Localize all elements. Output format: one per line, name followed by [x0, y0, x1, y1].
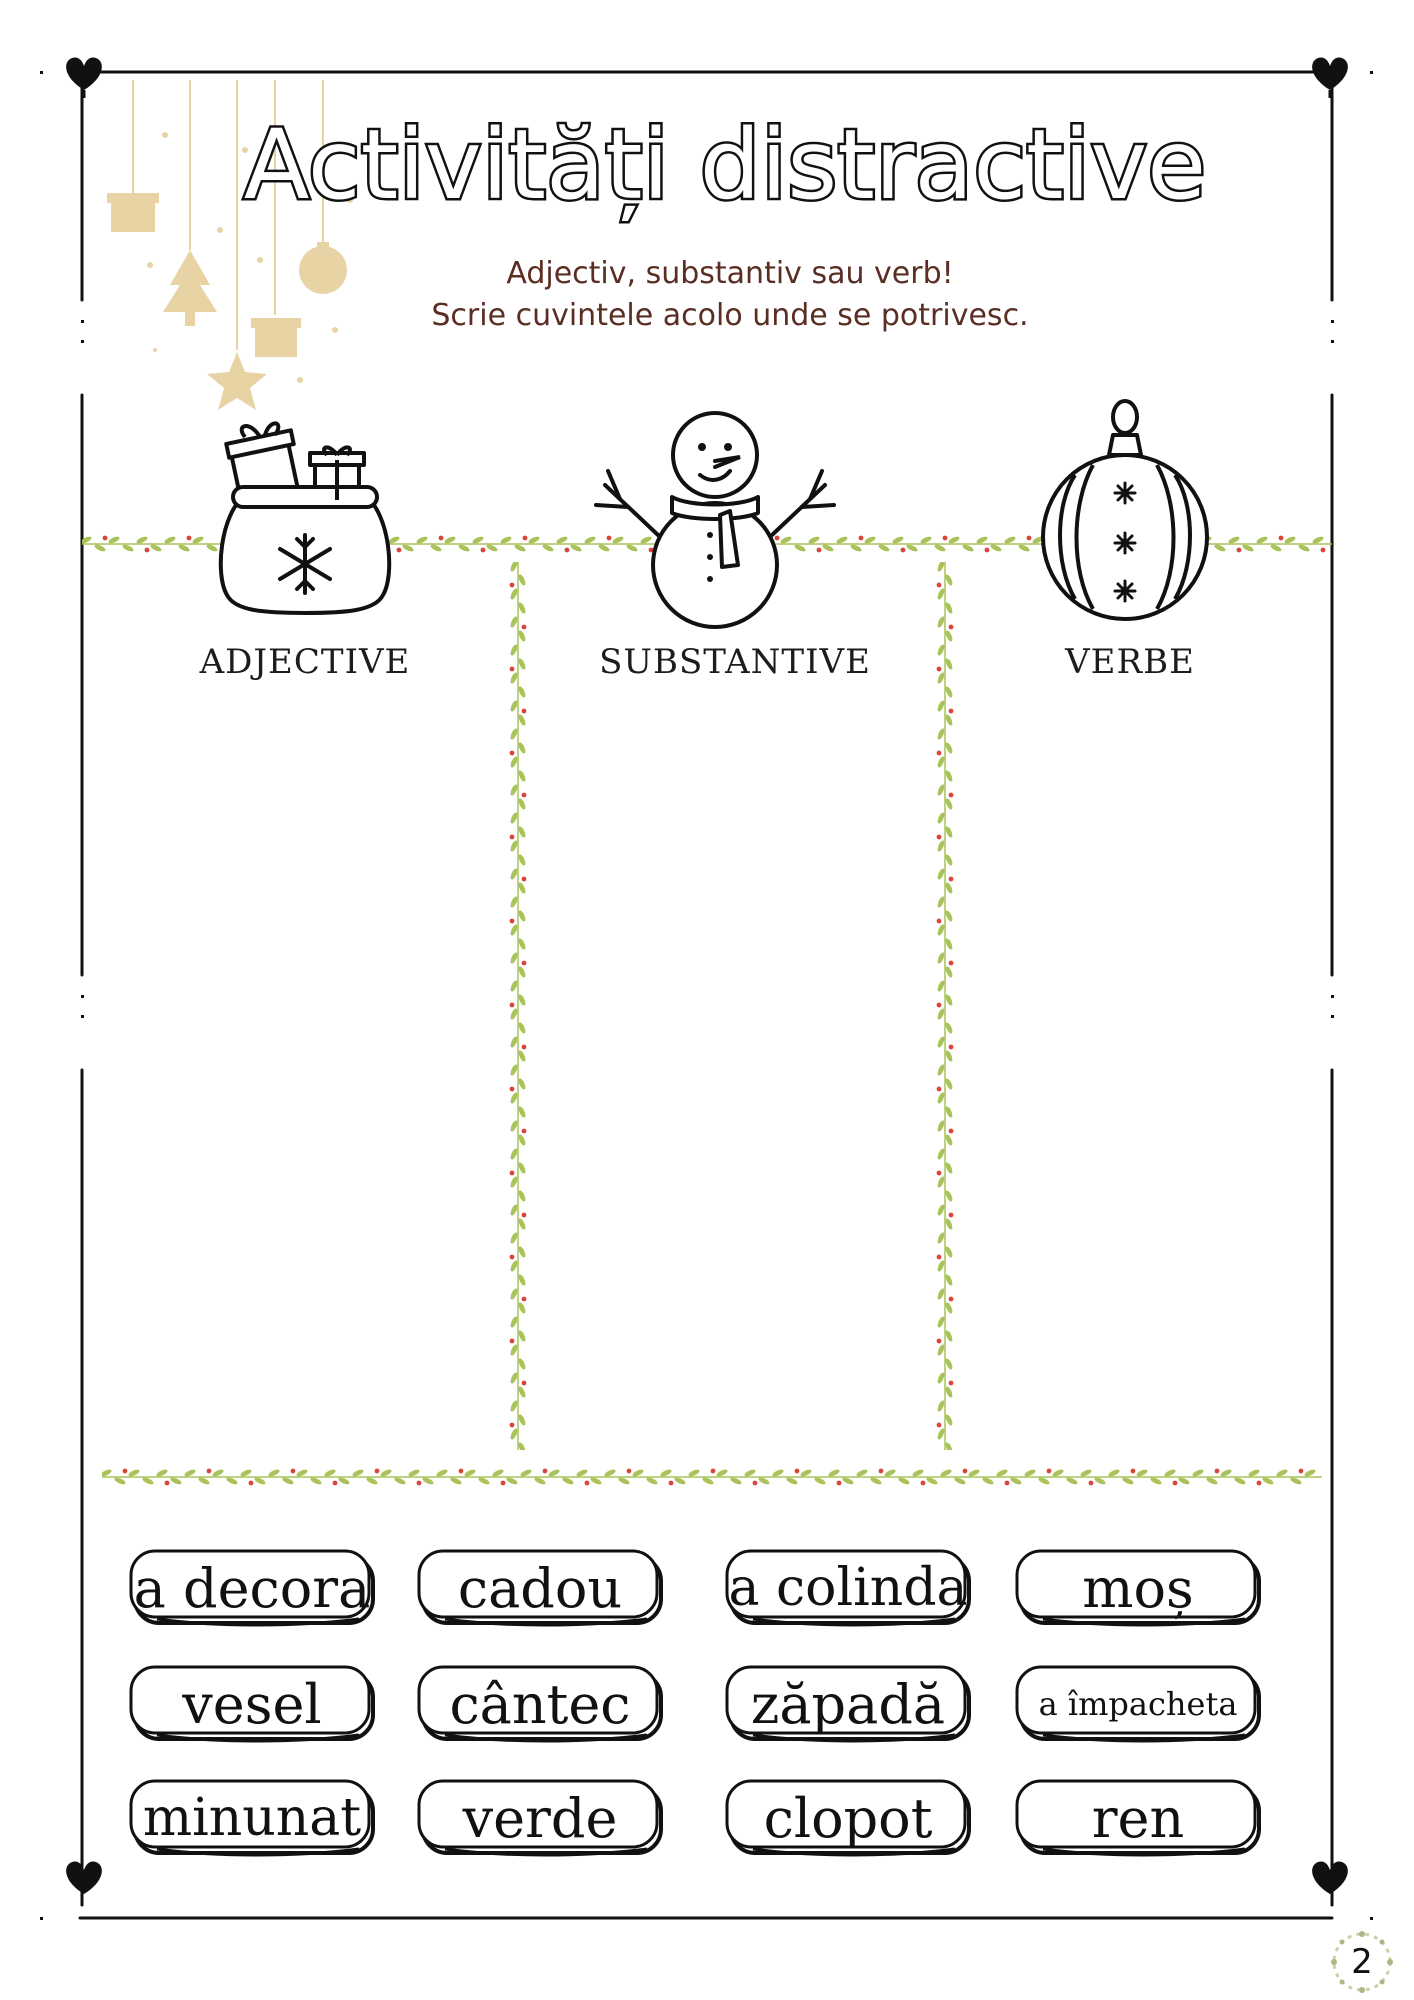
ornament-icon	[1035, 395, 1215, 635]
instruction-line-2: Scrie cuvintele acolo unde se potrivesc.	[431, 298, 1029, 333]
corner-heart-icon	[58, 1856, 110, 1902]
garland-divider-left	[506, 562, 530, 1450]
word-tag[interactable]: a colinda	[723, 1547, 973, 1629]
word-tag[interactable]: a decora	[127, 1547, 377, 1629]
word-tag[interactable]: clopot	[723, 1777, 973, 1859]
column-label-nouns: SUBSTANTIVE	[599, 642, 871, 682]
garland-divider-right	[933, 562, 957, 1450]
word-tag[interactable]: vesel	[127, 1663, 377, 1745]
page-number-badge	[1326, 1926, 1398, 1998]
instruction-line-1: Adjectiv, substantiv sau verb!	[506, 256, 954, 291]
word-tag[interactable]: moș	[1013, 1547, 1263, 1629]
word-tag[interactable]: minunat	[127, 1777, 377, 1859]
word-tag[interactable]: ren	[1013, 1777, 1263, 1859]
gift-sack-icon	[205, 415, 405, 625]
nouns-writing-area[interactable]	[540, 700, 925, 1450]
word-tag[interactable]: cadou	[415, 1547, 665, 1629]
column-label-verbs: VERBE	[1065, 642, 1195, 682]
word-tag[interactable]: cântec	[415, 1663, 665, 1745]
word-tag[interactable]: a împacheta	[1013, 1663, 1263, 1745]
word-tag[interactable]: verde	[415, 1777, 665, 1859]
corner-heart-icon	[1304, 52, 1356, 98]
page-title	[235, 100, 1215, 230]
adjectives-writing-area[interactable]	[90, 700, 495, 1450]
verbs-writing-area[interactable]	[965, 700, 1325, 1450]
svg-text:Activități distractive: Activități distractive	[243, 109, 1207, 221]
column-label-adjectives: ADJECTIVE	[199, 642, 411, 682]
word-tag[interactable]: zăpadă	[723, 1663, 973, 1745]
page-number: 2	[1351, 1942, 1373, 1982]
garland-bottom	[102, 1462, 1322, 1492]
corner-heart-icon	[1304, 1856, 1356, 1902]
snowman-icon	[590, 405, 840, 635]
